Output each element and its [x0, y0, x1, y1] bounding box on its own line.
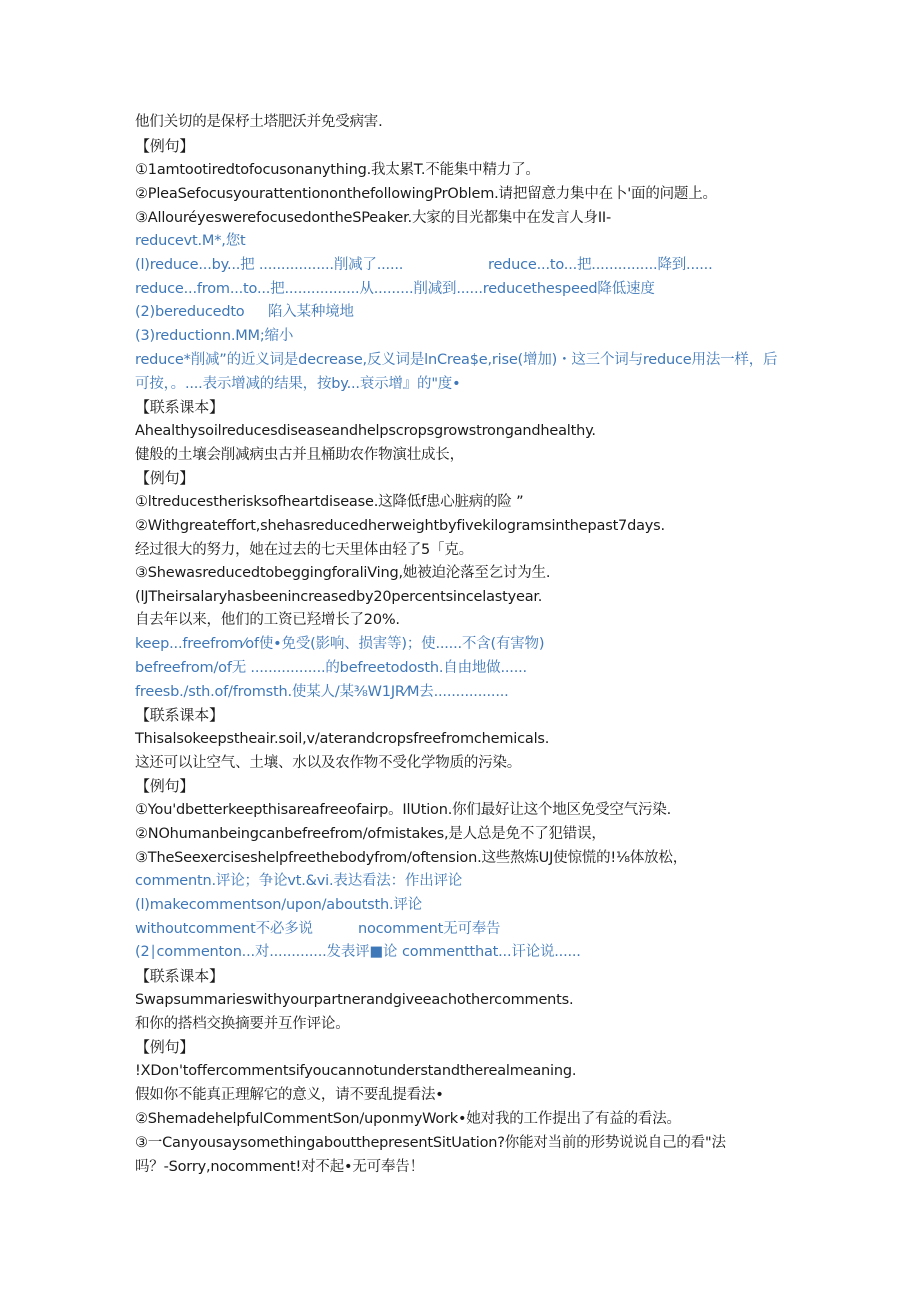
section-heading: 【联系课本】	[135, 706, 224, 724]
vocab-line: 可按，。....表示增减的结果，按by...衰示增』的"度•	[135, 376, 461, 392]
text-line: ①ltreducestherisksofheartdisease.这降低f患心脏病的险 ”	[135, 494, 524, 510]
section-heading: 【联系课本】	[135, 398, 224, 416]
text-line: 吗？-Sorry,nocomment!对不起•无可奉告！	[135, 1159, 424, 1175]
vocab-line: commentthat...讦论说......	[402, 944, 581, 960]
vocab-line: keep...freefrom⁄of使•免受(影响、损害等)；使......不含(有害物)	[135, 636, 545, 652]
text-line: ③TheSeexerciseshelpfreethebodyfrom/oftension.这些熬炼UJ使惊慌的!⅛体放松，	[135, 850, 688, 866]
text-line: ②ShemadehelpfulCommentSon/uponmyWork•她对我的工作提出了有益的看法。	[135, 1111, 681, 1127]
section-heading: 【例句】	[135, 777, 195, 795]
text-line: Ahealthysoilreducesdiseaseandhelpscropsgrowstrongandhealthy.	[135, 423, 596, 439]
vocab-line: (3)reductionn.MM;缩小	[135, 328, 294, 344]
text-line: 自去年以来，他们的工资已羟增长了20%.	[135, 612, 400, 628]
text-line: 假如你不能真正理解它的意义，请不要乱提看法•	[135, 1087, 444, 1103]
text-line: Thisalsokeepstheair.soil,v/aterandcropsfreefromchemicals.	[135, 731, 550, 747]
section-heading: 【联系课本】	[135, 967, 224, 985]
text-line: ②NOhumanbeingcanbefreefrom/ofmistakes,是人总是免不了犯错误，	[135, 826, 606, 842]
text-line: !XDon'toffercommentsifyoucannotunderstandtherealmeaning.	[135, 1063, 577, 1079]
text-line: ③AllouréyeswerefocusedontheSPeaker.大家的目光都集中在发言人身II-	[135, 210, 612, 226]
text-line: ③ShewasreducedtobeggingforaliVing,她被迫沦落至乞讨为生.	[135, 565, 551, 581]
vocab-line: 陷入某种境地	[268, 304, 354, 320]
vocab-line: reduce*削减”的近义词是decrease,反义词是lnCrea$e,rise(增加)・这三个词与reduce用法一样，后	[135, 352, 778, 368]
vocab-line: nocomment无可奉告	[358, 921, 501, 937]
text-line: 这还可以让空气、土壤、水以及农作物不受化学物质的污染。	[135, 755, 522, 771]
vocab-line: reducevt.M*,您t	[135, 233, 246, 249]
vocab-line: withoutcomment不必多说	[135, 921, 313, 937]
vocab-line: (2)bereducedto	[135, 304, 245, 320]
text-line: ②PleaSefocusyourattentiononthefollowingPrOblem.请把留意力集中在卜'面的问题上。	[135, 186, 717, 202]
text-line: ②Withgreateffort,shehasreducedherweightbyfivekilogramsinthepast7days.	[135, 518, 665, 534]
vocab-line: reduce...to...把...............降到......	[488, 257, 713, 273]
text-line: ③一CanyousaysomethingaboutthepresentSitUation?你能对当前的形势说说自己的看"法	[135, 1135, 726, 1151]
vocab-line: (2∣commenton...对.............发表评■论	[135, 944, 398, 960]
text-line: Swapsummarieswithyourpartnerandgiveeachothercomments.	[135, 992, 574, 1008]
text-line: ①You'dbetterkeepthisareafreeofairp。IlUtion.你们最好让这个地区免受空气污染.	[135, 802, 672, 818]
vocab-line: commentn.评论；争论vt.&vi.表达看法：作出评论	[135, 873, 463, 889]
section-heading: 【例句】	[135, 137, 195, 155]
vocab-line: (l)reduce...by...把 .................削减了......	[135, 257, 404, 273]
text-line: ①1amtootiredtofocusonanything.我太累T.不能集中精力了。	[135, 162, 540, 178]
vocab-line: befreefrom/of无 .................的befreetodosth.自由地做......	[135, 660, 527, 676]
vocab-line: (l)makecommentson/upon/aboutsth.评论	[135, 897, 422, 913]
section-heading: 【例句】	[135, 469, 195, 487]
section-heading: 【例句】	[135, 1038, 195, 1056]
text-line: 经过很大的努力，她在过去的七天里体由轻了5「克。	[135, 542, 473, 558]
text-line: (lJTheirsalaryhasbeenincreasedby20percentsincelastyear.	[135, 589, 543, 605]
text-line: 和你的搭档交换摘要并互作评论。	[135, 1016, 350, 1032]
vocab-line: reduce...from...to...把.................从.........削减到......reducethespeed降低速度	[135, 281, 655, 297]
text-line: 他们关切的是保杼土塔肥沃并免受病害.	[135, 114, 383, 130]
text-line: 健般的土壤会削减病虫古并且桶助农作物演壮成长，	[135, 447, 464, 463]
vocab-line: freesb./sth.of/fromsth.使某人/某⅜W1JR⁄M去.................	[135, 684, 509, 700]
